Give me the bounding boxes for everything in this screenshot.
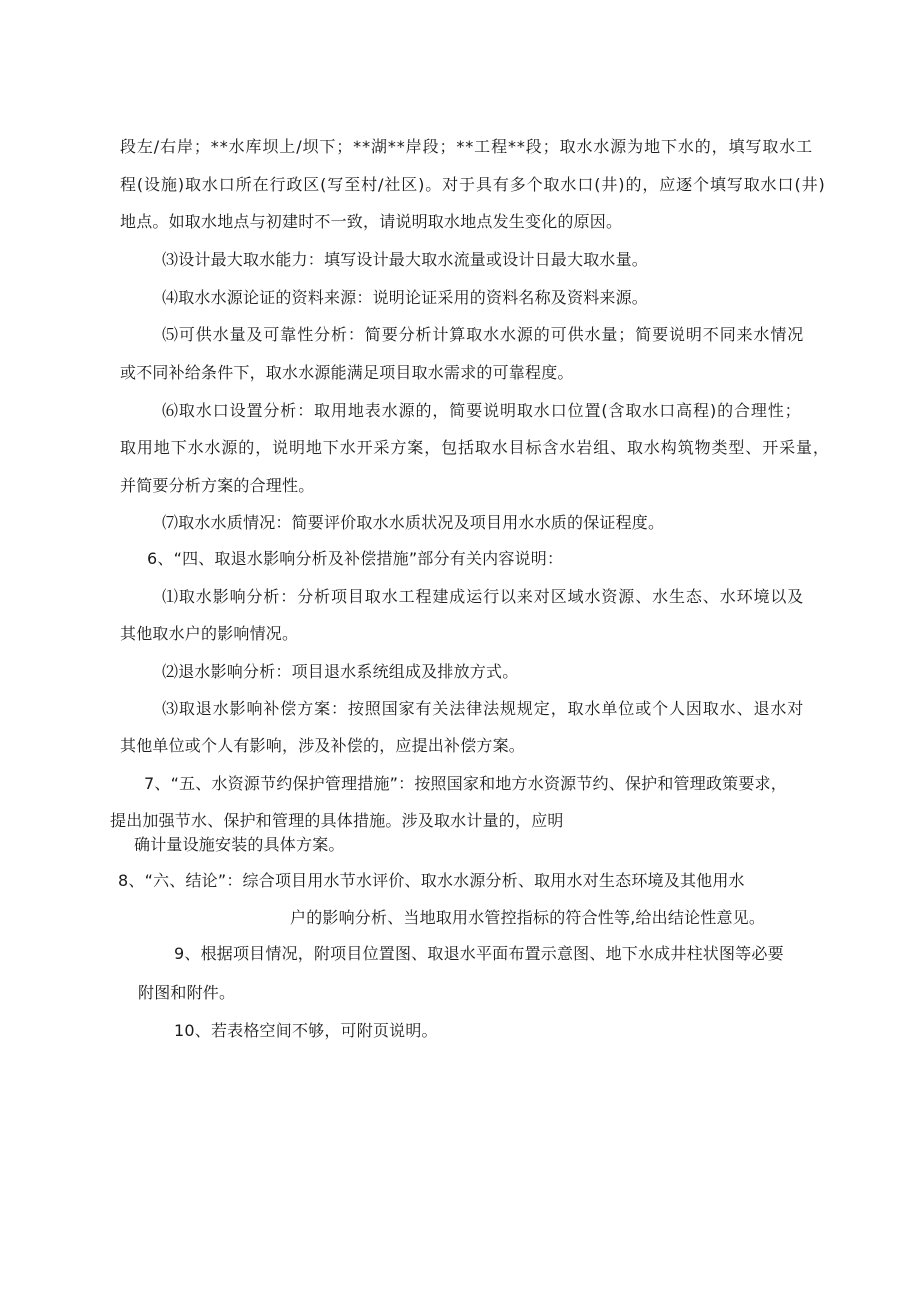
item-6-continued-2: 并简要分析方案的合理性。 [120, 476, 315, 495]
item-6-continued-1: 取用地下水水源的，说明地下水开采方案，包括取水目标含水岩组、取水构筑物类型、开采量， [120, 438, 830, 457]
section-6-heading: 6、“四、取退水影响分析及补偿措施”部分有关内容说明： [147, 549, 564, 568]
item-1-continued: 其他取水户的影响情况。 [120, 624, 299, 643]
item-1-intake-impact: ⑴取水影响分析：分析项目取水工程建成运行以来对区域水资源、水生态、水环境以及 [162, 587, 805, 606]
item-3-continued: 其他单位或个人有影响，涉及补偿的，应提出补偿方案。 [120, 736, 526, 755]
text-line-1: 段左/右岸；**水库坝上/坝下；**湖**岸段；**工程**段；取水水源为地下水的，填写取水工 [120, 137, 814, 156]
section-7-heading: 7、“五、水资源节约保护管理措施”：按照国家和地方水资源节约、保护和管理政策要求， [144, 774, 787, 793]
item-2-discharge-impact: ⑵退水影响分析：项目退水系统组成及排放方式。 [162, 662, 519, 681]
section-9-continued: 附图和附件。 [138, 983, 236, 1002]
item-4-data-source: ⑷取水水源论证的资料来源：说明论证采用的资料名称及资料来源。 [162, 288, 649, 307]
item-7-water-quality: ⑺取水水质情况：简要评价取水水质状况及项目用水水质的保证程度。 [162, 513, 665, 532]
section-8-continued: 户的影响分析、当地取用水管控指标的符合性等,给出结论性意见。 [290, 908, 766, 927]
section-7-continued-1: 提出加强节水、保护和管理的具体措施。涉及取水计量的，应明 [110, 811, 564, 830]
item-5-water-supply: ⑸可供水量及可靠性分析：简要分析计算取水水源的可供水量；简要说明不同来水情况 [162, 325, 805, 344]
item-6-intake-setup: ⑹取水口设置分析：取用地表水源的，简要说明取水口位置(含取水口高程)的合理性； [162, 401, 802, 420]
section-10-heading: 10、若表格空间不够，可附页说明。 [174, 1021, 438, 1040]
section-7-continued-2: 确计量设施安装的具体方案。 [134, 835, 345, 854]
section-9-heading: 9、根据项目情况，附项目位置图、取退水平面布置示意图、地下水成井柱状图等必要 [174, 944, 784, 963]
text-line-3: 地点。如取水地点与初建时不一致，请说明取水地点发生变化的原因。 [120, 212, 623, 231]
section-8-heading: 8、“六、结论”：综合项目用水节水评价、取水水源分析、取用水对生态环境及其他用水 [118, 871, 745, 890]
item-5-continued: 或不同补给条件下，取水水源能满足项目取水需求的可靠程度。 [120, 363, 574, 382]
text-line-2: 程(设施)取水口所在行政区(写至村/社区)。对于具有多个取水口(井)的，应逐个填写取水口(井) [120, 175, 826, 194]
item-3-design-capacity: ⑶设计最大取水能力：填写设计最大取水流量或设计日最大取水量。 [162, 250, 649, 269]
item-3-compensation: ⑶取退水影响补偿方案：按照国家有关法律法规规定，取水单位或个人因取水、退水对 [162, 699, 805, 718]
